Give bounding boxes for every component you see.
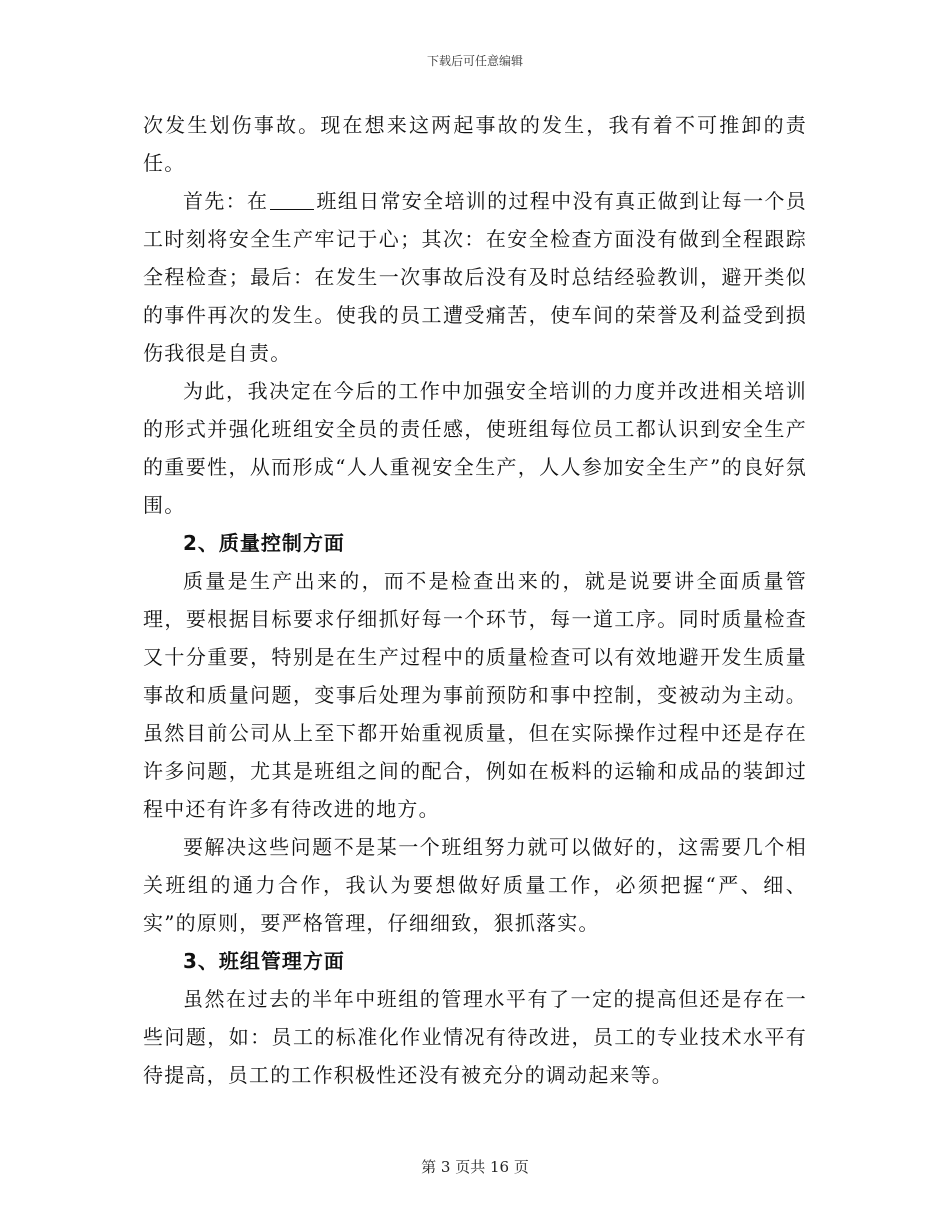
paragraph-quality: 质量是生产出来的，而不是检查出来的，就是说要讲全面质量管理，要根据目标要求仔细抓好每一个环节，每一道工序。同时质量检查又十分重要，特别是在生产过程中的质量检查可以有效地避开发生质量事故和质量问题，变事后处理为事前预防和事中控制，变被动为主动。虽然目前公司从上至下都开始重视质量，但在实际操作过程中还是存在许多问题，尤其是班组之间的配合，例如在板料的运输和成品的装卸过程中还有许多有待改进的地方。 bbox=[143, 569, 807, 821]
paragraph-text-rest: 班组日常安全培训的过程中没有真正做到让每一个员工时刻将安全生产牢记于心；其次：在安全检查方面没有做到全程跟踪全程检查；最后：在发生一次事故后没有及时总结经验教训，避开类似的事件再次的发生。使我的员工遭受痛苦，使车间的荣誉及利益受到损伤我很是自责。 bbox=[143, 189, 807, 365]
page-header: 下载后可任意编辑 bbox=[426, 54, 523, 68]
blank-underline bbox=[270, 193, 314, 210]
paragraph-first-points bbox=[143, 182, 807, 372]
paragraph-management: 虽然在过去的半年中班组的管理水平有了一定的提高但还是存在一些问题，如：员工的标准化作业情况有待改进，员工的专业技术水平有待提高，员工的工作积极性还没有被充分的调动起来等。 bbox=[143, 987, 807, 1087]
paragraph-text-start: 首先：在 bbox=[183, 189, 269, 213]
paragraph-continued: 次发生划伤事故。现在想来这两起事故的发生，我有着不可推卸的责任。 bbox=[143, 113, 807, 175]
section-heading-management: 3、班组管理方面 bbox=[183, 949, 345, 973]
document-body bbox=[143, 106, 807, 1094]
paragraph-solution: 要解决这些问题不是某一个班组努力就可以做好的，这需要几个相关班组的通力合作，我认为要想做好质量工作，必须把握“严、细、实”的原则，要严格管理，仔细细致，狠抓落实。 bbox=[143, 835, 807, 935]
paragraph-decision: 为此，我决定在今后的工作中加强安全培训的力度并改进相关培训的形式并强化班组安全员的责任感，使班组每位员工都认识到安全生产的重要性，从而形成“人人重视安全生产，人人参加安全生产”的良好氛围。 bbox=[143, 379, 807, 517]
section-heading-quality: 2、质量控制方面 bbox=[183, 531, 345, 555]
page-number-footer: 第 3 页共 16 页 bbox=[421, 1158, 529, 1176]
